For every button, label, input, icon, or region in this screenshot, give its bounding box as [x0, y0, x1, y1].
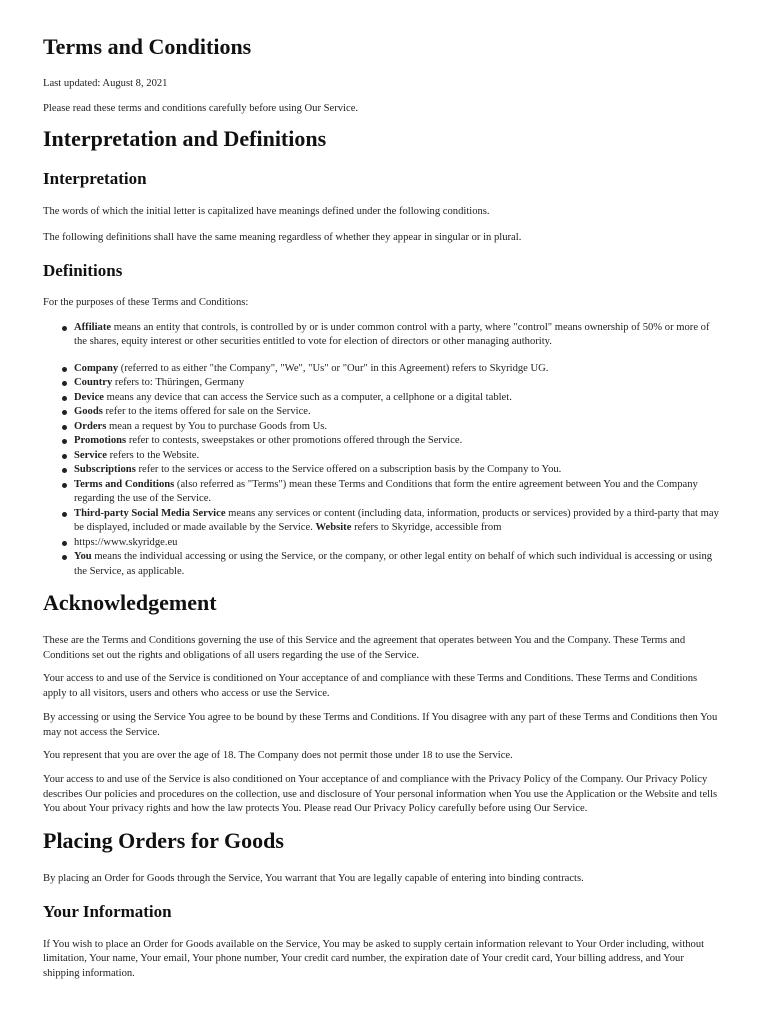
definition-text: refer to the services or access to the Service offered on a subscription basis by the Company to You. — [135, 464, 562, 476]
acknowledgement-paragraph: By accessing or using the Service You agree to be bound by these Terms and Conditions. If You disagree with any part of these Terms and Conditions then You may not access the Service. — [43, 711, 718, 738]
your-information-heading: Your Information — [43, 901, 172, 921]
definition-text: refers to Skyridge, accessible from — [351, 522, 502, 534]
definition-text: means any device that can access the Service such as a computer, a cellphone or a digital tablet. — [104, 391, 512, 403]
list-item — [74, 391, 723, 406]
definition-term: Company — [74, 362, 119, 374]
definition-term: You — [74, 551, 92, 563]
page-title: Terms and Conditions — [43, 34, 252, 59]
last-updated: Last updated: August 8, 2021 — [43, 78, 168, 89]
list-item — [74, 405, 723, 420]
definitions-heading: Definitions — [43, 260, 123, 280]
list-item — [74, 478, 723, 507]
section-interpretation-definitions-heading: Interpretation and Definitions — [43, 126, 327, 152]
definition-text: means any services or content (including data, information, products or services) provided by a third-party that may be displayed, included or made available by the Service. — [74, 507, 719, 534]
definitions-intro: For the purposes of these Terms and Conditions: — [43, 296, 249, 308]
definition-text: means an entity that controls, is controlled by or is under common control with a party, where "control" means ownership of 50% or more of the shares, equity interest or other securities entitled to vote for election of directors or other managing authority. — [74, 321, 710, 348]
list-item — [74, 321, 723, 350]
intro-text: Please read these terms and conditions carefully before using Our Service. — [43, 102, 359, 114]
definition-term: Website — [315, 522, 352, 534]
definition-text: refer to the items offered for sale on the Service. — [102, 406, 311, 418]
definition-term: Country — [74, 377, 113, 389]
your-information-paragraph: If You wish to place an Order for Goods available on the Service, You may be asked to supply certain information relevant to Your Order including, without limitation, Your name, Your email, Your phone number, Your credit card number, the expiration date of Your credit card, Your billing address, and Your shipping information. — [43, 938, 705, 980]
definition-term: Affiliate — [74, 321, 112, 333]
list-item — [74, 463, 723, 478]
definition-text: (referred to as either "the Company", "We", "Us" or "Our" in this Agreement) refers to Skyridge UG. — [118, 362, 549, 374]
orders-paragraph: By placing an Order for Goods through the Service, You warrant that You are legally capable of entering into binding contracts. — [43, 873, 584, 885]
definitions-list — [43, 362, 723, 580]
interpretation-paragraph: The words of which the initial letter is capitalized have meanings defined under the following conditions. — [43, 206, 490, 218]
list-item — [74, 550, 723, 579]
definition-term: Service — [74, 449, 107, 461]
definition-term: Goods — [74, 406, 103, 418]
document-page — [43, 30, 723, 982]
list-item — [74, 449, 723, 464]
definition-term: Promotions — [74, 435, 127, 447]
definition-term: Orders — [74, 420, 107, 432]
definition-text: (also referred as "Terms") mean these Terms and Conditions that form the entire agreement between You and the Company regarding the use of the Service. — [74, 478, 698, 505]
definition-text: means the individual accessing or using the Service, or the company, or other legal entity on behalf of which such individual is accessing or using the Service, as applicable. — [74, 551, 713, 577]
list-item — [74, 507, 723, 536]
list-item — [74, 362, 723, 377]
acknowledgement-heading: Acknowledgement — [43, 590, 217, 616]
interpretation-heading: Interpretation — [43, 169, 147, 189]
definition-text: mean a request by You to purchase Goods from Us. — [106, 420, 328, 432]
definition-text: refers to the Website. — [106, 449, 200, 461]
definition-text: refer to contests, sweepstakes or other promotions offered through the Service. — [126, 435, 463, 447]
definition-term: Device — [74, 391, 104, 403]
placing-orders-heading: Placing Orders for Goods — [43, 828, 284, 854]
definition-term: Terms and Conditions — [74, 478, 175, 490]
definitions-list-first — [43, 321, 723, 350]
definition-term: Subscriptions — [74, 464, 136, 476]
definition-text: refers to: Thüringen, Germany — [112, 377, 245, 389]
list-item — [74, 420, 723, 435]
list-item — [74, 536, 723, 551]
list-item — [74, 434, 723, 449]
acknowledgement-paragraph: Your access to and use of the Service is conditioned on Your acceptance of and compliance with these Terms and Conditions. These Terms and Conditions apply to all visitors, users and others who access or use the Service. — [43, 673, 698, 700]
acknowledgement-paragraph: These are the Terms and Conditions governing the use of this Service and the agreement that operates between You and the Company. These Terms and Conditions set out the rights and obligations of all users regarding the use of the Service. — [43, 635, 686, 661]
acknowledgement-paragraph: You represent that you are over the age of 18. The Company does not permit those under 18 to use the Service. — [43, 750, 513, 762]
acknowledgement-paragraph: Your access to and use of the Service is also conditioned on Your acceptance of and compliance with the Privacy Policy of the Company. Our Privacy Policy describes Our policies and procedures on the collection, use and disclosure of Your personal information when You use the Application or the Website and tells You about Your privacy rights and how the law protects You. Please read Our Privacy Policy carefully before using Our Service. — [43, 773, 718, 815]
list-item — [74, 376, 723, 391]
definition-term: Third-party Social Media Service — [74, 507, 226, 519]
website-url: https://www.skyridge.eu — [74, 536, 178, 548]
interpretation-paragraph: The following definitions shall have the same meaning regardless of whether they appear in singular or in plural. — [43, 232, 522, 244]
